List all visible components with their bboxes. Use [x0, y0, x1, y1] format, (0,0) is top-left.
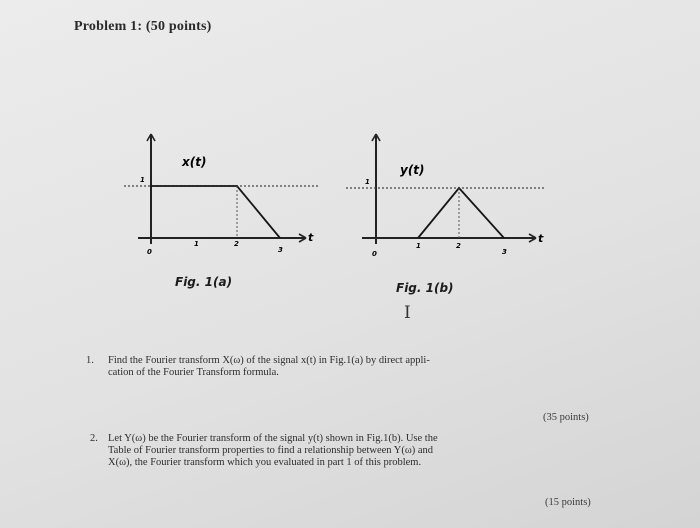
- figure-1a: [110, 128, 330, 258]
- question-1: [86, 355, 430, 379]
- figure-1b-caption: Fig. 1(b): [396, 281, 454, 295]
- time-axis-label: t: [538, 232, 544, 245]
- signal-x-waveform: [151, 186, 280, 238]
- tick-label-1: 1: [194, 240, 199, 248]
- text-cursor-icon: I: [404, 303, 411, 323]
- question-2-line-3: X(ω), the Fourier transform which you evaluated in part 1 of this problem.: [108, 457, 422, 468]
- tick-label-3: 3: [278, 246, 283, 254]
- tick-label-0: 0: [372, 250, 377, 258]
- question-2-line-2: Table of Fourier transform properties to find a relationship between Y(ω) and: [108, 445, 434, 456]
- tick-label-2: 2: [234, 240, 239, 248]
- tick-label-1: 1: [416, 242, 421, 250]
- signal-y-waveform: [418, 188, 504, 238]
- question-1-line-2: cation of the Fourier Transform formula.: [108, 367, 279, 378]
- question-2-line-1: Let Y(ω) be the Fourier transform of the signal y(t) shown in Fig.1(b). Use the: [108, 433, 438, 444]
- question-1-points: (35 points): [543, 412, 589, 423]
- amplitude-tick-label: 1: [140, 176, 145, 184]
- question-2-points: (15 points): [545, 497, 591, 508]
- question-1-number: 1.: [86, 355, 94, 366]
- figure-1a-caption: Fig. 1(a): [175, 275, 233, 289]
- tick-label-3: 3: [502, 248, 507, 256]
- amplitude-tick-label: 1: [365, 178, 370, 186]
- signal-label-y: y(t): [400, 163, 425, 177]
- question-2: [90, 433, 438, 469]
- question-1-line-1: Find the Fourier transform X(ω) of the signal x(t) in Fig.1(a) by direct appli-: [108, 355, 430, 366]
- time-axis-label: t: [308, 231, 314, 244]
- problem-title: Problem 1: (50 points): [74, 19, 212, 34]
- tick-label-2: 2: [456, 242, 461, 250]
- figure-1b: [340, 130, 560, 260]
- tick-label-0: 0: [147, 248, 152, 256]
- signal-label-x: x(t): [182, 155, 207, 169]
- question-2-number: 2.: [90, 433, 98, 444]
